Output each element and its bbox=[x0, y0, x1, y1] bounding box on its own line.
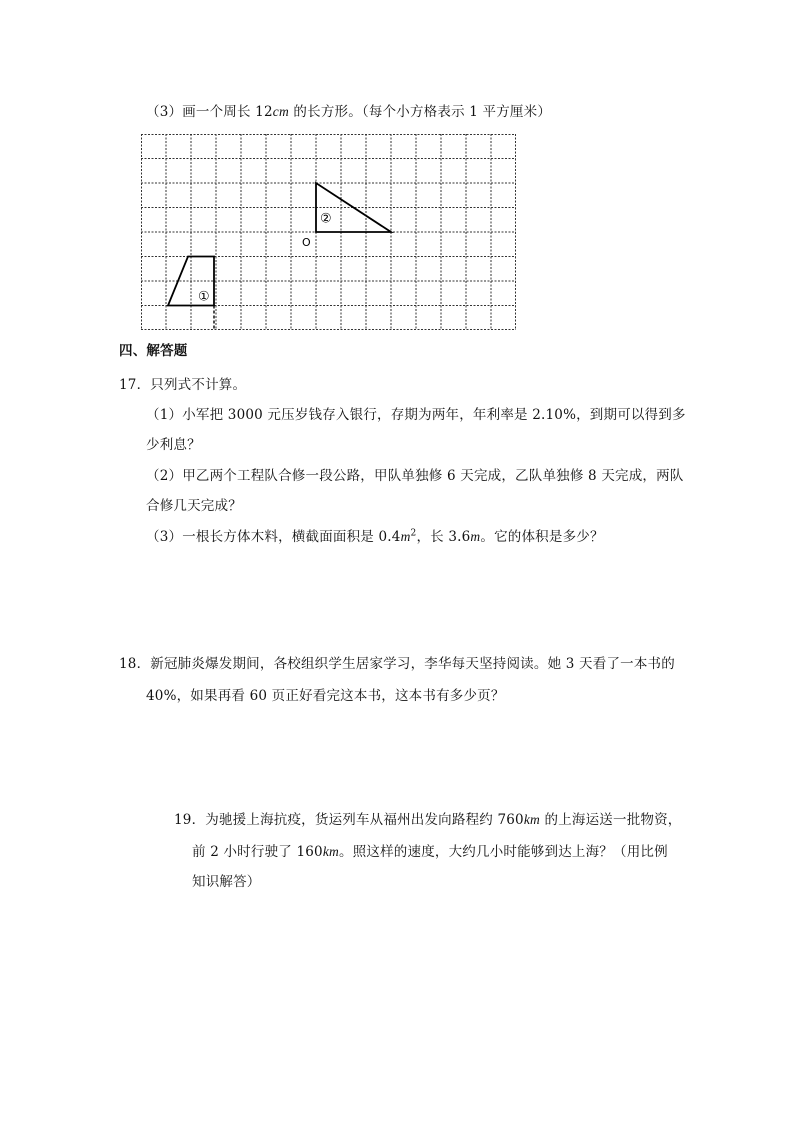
q18-line1: 18．新冠肺炎爆发期间，各校组织学生居家学习，李华每天坚持阅读。她 3 天看了一本书的 bbox=[119, 656, 675, 672]
shape-1-label: ① bbox=[198, 289, 210, 305]
q17-part3: （3）一根长方体木料，横截面面积是 $0.4m^2$，长 3.6m。它的体积是多少？ bbox=[146, 528, 604, 545]
shape-2-label: ② bbox=[320, 211, 332, 227]
section-heading: 四、解答题 bbox=[119, 343, 188, 359]
unit-km: km bbox=[523, 812, 540, 827]
q17-stem: 17．只列式不计算。 bbox=[119, 377, 247, 393]
q17-part2-line2: 合修几天完成？ bbox=[146, 498, 242, 514]
q19-line3: 知识解答） bbox=[192, 874, 261, 890]
q19-line1: 19．为驰援上海抗疫，货运列车从福州出发向路程约 760km 的上海运送一批物资， bbox=[174, 812, 682, 828]
q19-line2: 前 2 小时行驶了 160km。照这样的速度，大约几小时能够到达上海？（用比例 bbox=[192, 844, 668, 860]
unit-cm: cm bbox=[272, 104, 289, 119]
unit-m: m bbox=[470, 529, 481, 544]
q17-part1-line2: 少利息？ bbox=[146, 437, 201, 453]
unit-m-squared: m bbox=[400, 529, 411, 544]
unit-km: km bbox=[322, 844, 339, 859]
square-grid-figure bbox=[141, 134, 516, 330]
q18-line2: 40%，如果再看 60 页正好看完这本书，这本书有多少页？ bbox=[146, 688, 505, 704]
q17-part1-line1: （1）小军把 3000 元压岁钱存入银行，存期为两年，年利率是 2.10%，到期可以得到多 bbox=[146, 407, 686, 423]
point-o-label: O bbox=[302, 236, 311, 249]
q17-part2-line1: （2）甲乙两个工程队合修一段公路，甲队单独修 6 天完成，乙队单独修 8 天完成，两队 bbox=[146, 468, 684, 484]
q16-part3-text: （3）画一个周长 12cm 的长方形。（每个小方格表示 1 平方厘米） bbox=[146, 104, 552, 120]
